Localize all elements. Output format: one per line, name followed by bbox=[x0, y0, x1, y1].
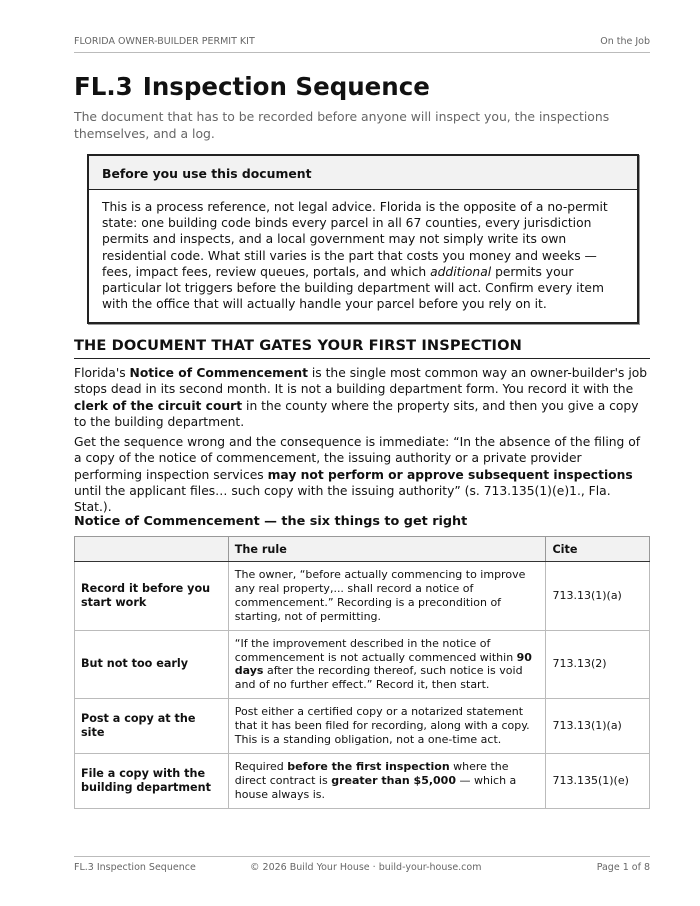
rule-text: after the recording thereof, such notice is void and of no further effect.” Record it, then start. bbox=[234, 664, 523, 692]
column-header: The rule bbox=[228, 537, 546, 562]
rule-bold: 90 days bbox=[234, 650, 532, 678]
header-section-name: On the Job bbox=[600, 36, 650, 47]
rule-cell bbox=[228, 630, 546, 699]
running-footer bbox=[74, 856, 650, 873]
page-title bbox=[74, 72, 430, 101]
paragraph-bold: Notice of Commencement bbox=[129, 366, 308, 380]
callout-text: permits your particular lot triggers before the building department will act. Confirm every item with the office that will actually handle your parcel before you rely on it. bbox=[102, 264, 604, 312]
rule-text: where the direct contract is bbox=[234, 759, 509, 787]
page-title-number: FL.3 bbox=[74, 72, 133, 101]
cite-cell: 713.135(1)(e) bbox=[546, 753, 650, 808]
rule-cell bbox=[228, 753, 546, 808]
table-header-row bbox=[75, 537, 650, 562]
disclaimer-callout bbox=[87, 154, 639, 324]
intro-paragraph bbox=[74, 365, 650, 430]
callout-heading: Before you use this document bbox=[89, 156, 637, 190]
consequence-paragraph bbox=[74, 434, 650, 515]
column-header bbox=[75, 537, 229, 562]
page-title-text: Inspection Sequence bbox=[142, 72, 430, 101]
running-header bbox=[74, 36, 650, 53]
table-caption: Notice of Commencement — the six things to get right bbox=[74, 514, 468, 529]
section-heading: THE DOCUMENT THAT GATES YOUR FIRST INSPECTION bbox=[74, 337, 650, 359]
paragraph-bold: may not perform or approve subsequent inspections bbox=[267, 467, 633, 482]
cite-cell: 713.13(2) bbox=[546, 630, 650, 699]
table-row bbox=[75, 753, 650, 808]
callout-text: This is a process reference, not legal advice. Florida is the opposite of a no-permit state: one building code binds every parcel in all 67 counties, every jurisdiction permits and inspects, and a local government may not simply write its own residential code. What still varies is the part that costs you money and weeks — fees, impact fees, review queues, portals, and which bbox=[102, 200, 608, 279]
column-header: Cite bbox=[546, 537, 650, 562]
cite-cell: 713.13(1)(a) bbox=[546, 562, 650, 631]
callout-emphasis: additional bbox=[430, 264, 492, 279]
page-subtitle: The document that has to be recorded before anyone will inspect you, the inspections themselves, and a log. bbox=[74, 109, 610, 141]
rule-bold: greater than $5,000 bbox=[331, 773, 456, 787]
rules-table bbox=[74, 536, 650, 809]
paragraph-text: until the applicant files… such copy with the issuing authority” (s. 713.135(1)(e)1., Fla. Stat.). bbox=[74, 483, 611, 515]
paragraph-text: Florida's bbox=[74, 366, 130, 380]
rule-bold: before the first inspection bbox=[287, 759, 450, 773]
row-label: But not too early bbox=[75, 630, 229, 699]
cite-cell: 713.13(1)(a) bbox=[546, 699, 650, 754]
rule-cell bbox=[228, 562, 546, 631]
paragraph-bold: clerk of the circuit court bbox=[74, 398, 243, 413]
paragraph-text: Get the sequence wrong and the consequence is immediate: “In the absence of the filing of a copy of the notice of commencement, the issuing authority or a private provider performing inspection services bbox=[74, 435, 641, 482]
footer-page-number: Page 1 of 8 bbox=[596, 862, 650, 873]
footer-doc-title: FL.3 Inspection Sequence bbox=[74, 862, 196, 873]
rule-text: Post either a certified copy or a notarized statement that it has been filed for recording, along with a copy. This is a standing obligation, not a one-time act. bbox=[234, 705, 530, 747]
rule-text: The owner, “before actually commencing to improve any real property,... shall record a notice of commencement.” Recording is a precondition of starting, not of permitting. bbox=[234, 568, 526, 623]
rule-text: Required bbox=[234, 759, 288, 773]
footer-copyright: © 2026 Build Your House · build-your-house.com bbox=[250, 862, 482, 873]
row-label: Post a copy at the site bbox=[75, 699, 229, 754]
rule-cell bbox=[228, 699, 546, 754]
callout-body bbox=[89, 190, 637, 322]
row-label: File a copy with the building department bbox=[75, 753, 229, 808]
paragraph-text: in the county where the property sits, and then you give a copy to the building department. bbox=[74, 398, 639, 429]
header-kit-title: FLORIDA OWNER-BUILDER PERMIT KIT bbox=[74, 36, 255, 47]
rule-text: — which a house always is. bbox=[234, 773, 517, 801]
paragraph-text: is the single most common way an owner-builder's job stops dead in its second month. It is not a building department form. You record it with the bbox=[74, 366, 648, 397]
table-row bbox=[75, 699, 650, 754]
rule-text: “If the improvement described in the notice of commencement is not actually commenced within bbox=[234, 636, 517, 664]
table-row bbox=[75, 562, 650, 631]
table-row bbox=[75, 630, 650, 699]
row-label: Record it before you start work bbox=[75, 562, 229, 631]
